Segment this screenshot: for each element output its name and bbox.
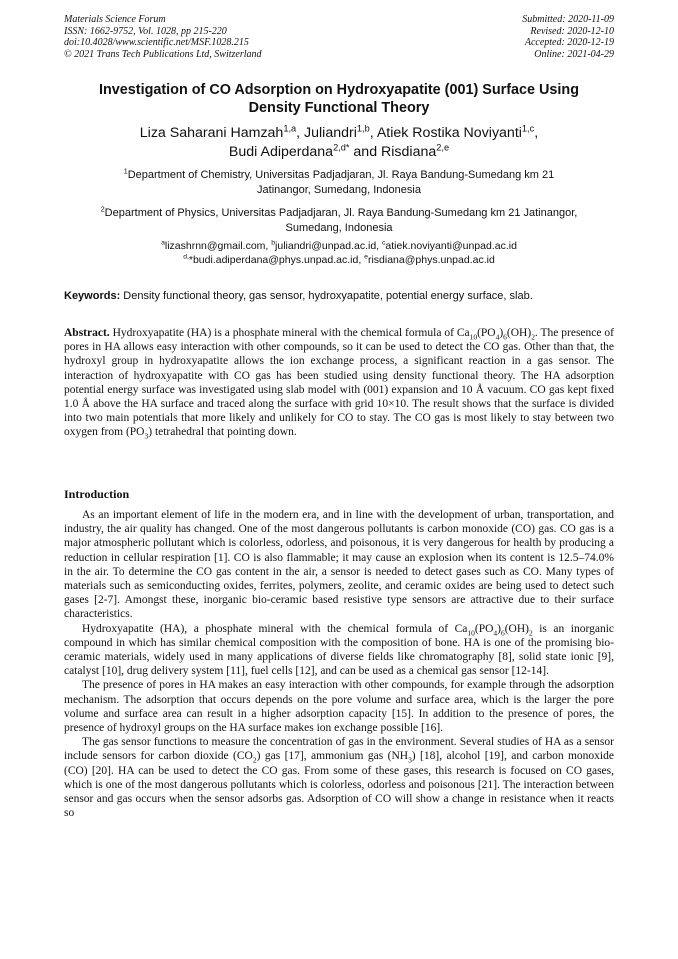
affiliation-1-line-1 bbox=[60, 168, 618, 183]
dates-header bbox=[522, 14, 614, 60]
email-line-2 bbox=[60, 253, 618, 267]
paragraph: The presence of pores in HA makes an easy interaction with other compounds, for example through the adsorption mechanism. The adsorption that occurs depends on the pore volume and surface area, which is the larger the pore volume and surface area can result in a higher adsorption capacity [15]. In addition to the presence of pores, the presence of hydroxyl groups on the HA surface makes ion exchange possible [16]. bbox=[64, 679, 614, 735]
affiliation-2-line-2: Sumedang, Indonesia bbox=[285, 221, 393, 234]
body-text bbox=[64, 508, 614, 820]
email-sup: c bbox=[382, 239, 386, 247]
affiliation-2-line-1 bbox=[60, 206, 618, 221]
author-sep: , bbox=[369, 125, 377, 141]
affiliation-sup: 1 bbox=[123, 167, 128, 176]
keywords bbox=[64, 289, 616, 303]
affiliation-2 bbox=[60, 206, 618, 235]
abstract-text: Hydroxyapatite (HA) is a phosphate mineral with the chemical formula of Ca bbox=[109, 327, 470, 339]
subscript: 4 bbox=[495, 332, 500, 342]
author-name: Atiek Rostika Noviyanti bbox=[376, 125, 522, 141]
email-link[interactable]: *budi.adiperdana@phys.unpad.ac.id, bbox=[188, 254, 365, 266]
author-emails bbox=[60, 239, 618, 267]
email-line-1 bbox=[60, 239, 618, 253]
paragraph: As an important element of life in the modern era, and in line with the development of urban, transportation, and industry, the air quality has changed. One of the most dangerous pollutants is carbon monoxide (CO) gas. CO gas is a major atmospheric pollutant which is colorless, odorless, and poisonous, it is very dangerous for health by producing a reduction in cellular respiration [1]. CO is also flammable; it may cause an explosion when its content is 12.5–74.0% in the air. To determine the CO gas content in the air, a sensor is needed to detect gases such as CO. Many types of materials such as semiconducting oxides, ferrites, polymers, zeolite, and ceramic oxides are being used to detect such gases [2-7]. Amongst these, inorganic bio-ceramic based resistive type sensors are attractive due to their surface characteristics. bbox=[64, 509, 614, 621]
abstract-text: ) bbox=[499, 327, 504, 339]
paragraph-text: (OH) bbox=[504, 622, 529, 635]
author-name: Liza Saharani Hamzah bbox=[139, 125, 284, 141]
affiliation-1 bbox=[60, 168, 618, 197]
paragraph-text: Hydroxyapatite (HA), a phosphate mineral with the chemical formula of Ca bbox=[82, 622, 468, 635]
submitted-date: Submitted: 2020-11-09 bbox=[522, 14, 614, 25]
author-sep: , bbox=[534, 125, 539, 141]
subscript: 2 bbox=[252, 755, 257, 765]
author-sep: , bbox=[296, 125, 305, 141]
author-name: Juliandri bbox=[304, 125, 357, 141]
journal-name: Materials Science Forum bbox=[64, 14, 166, 25]
email-link[interactable]: lizashrnn@gmail.com, bbox=[164, 240, 272, 252]
revised-date: Revised: 2020-12-10 bbox=[530, 25, 614, 37]
paragraph-text: (PO bbox=[474, 622, 494, 635]
email-sup: d, bbox=[183, 253, 189, 261]
subscript: 10 bbox=[467, 627, 475, 637]
title-line-1: Investigation of CO Adsorption on Hydroxyapatite (001) Surface Using bbox=[98, 82, 580, 98]
email-sup: e bbox=[364, 253, 368, 261]
author-name: Budi Adiperdana bbox=[228, 143, 334, 160]
affiliation-1-line-2: Jatinangor, Sumedang, Indonesia bbox=[257, 183, 421, 196]
doi-line: doi:10.4028/www.scientific.net/MSF.1028.215 bbox=[64, 37, 249, 49]
author-affil-sup: 1,c bbox=[521, 123, 535, 134]
author-affil-sup: 2,e bbox=[436, 141, 450, 152]
paragraph-text: ) gas [17], ammonium gas (NH bbox=[256, 750, 409, 763]
affiliation-sup: 2 bbox=[100, 205, 105, 214]
issn-line: ISSN: 1662-9752, Vol. 1028, pp 215-220 bbox=[64, 25, 227, 37]
paragraph-text: is an inorganic compound in which has similar chemical composition with the composition of bone. HA is one of the promising bio-ceramic materials, widely used in many applications of diverse fields like chromatography [8], solid state ionic [9], catalyst [10], drug delivery system [11], fuel cells [12], and can be used as a chemical gas sensor [12-14]. bbox=[64, 622, 614, 678]
abstract bbox=[64, 326, 614, 440]
abstract-text: (PO bbox=[477, 327, 496, 339]
abstract-text: . The presence of pores in HA allows easy interaction with other compounds, so it can be used to detect the CO gas. Other than that, the hydroxyl group in hydroxyapatite allows the ion exchange process, a significant reaction in a gas sensor. The interaction of hydroxyapatite with CO gas has been studied using density functional theory. The HA adsorption potential energy surface was investigated using slab model with (001) expansion and 10 Å vacuum. CO gas kept fixed 1.0 Å above the HA surface and traced along the surface with grid 10×10. The result shows that the surface is divided into two main potentials that more likely and unlikely for CO to stay. The CO gas is most likely to stay between two oxygen from (PO bbox=[64, 327, 614, 439]
subscript: 3 bbox=[408, 755, 412, 765]
email-sup: a bbox=[161, 239, 165, 247]
subscript: 4 bbox=[493, 627, 498, 637]
paper-title bbox=[60, 81, 618, 117]
paragraph bbox=[64, 735, 614, 820]
subscript: 2 bbox=[528, 627, 533, 637]
paragraph bbox=[64, 622, 614, 679]
affiliation-text: Department of Chemistry, Universitas Padjadjaran, Jl. Raya Bandung-Sumedang km 21 bbox=[127, 169, 555, 181]
subscript: 6 bbox=[503, 332, 507, 342]
subscript: 2 bbox=[531, 332, 535, 342]
author-list bbox=[60, 124, 618, 161]
abstract-text: ) tetrahedral that pointing down. bbox=[148, 426, 297, 439]
affiliation-text: Department of Physics, Universitas Padjadjaran, Jl. Raya Bandung-Sumedang km 21 Jatinangor, bbox=[104, 207, 578, 219]
author-line-1 bbox=[60, 124, 618, 143]
paragraph-text: ) [18], alcohol [19], and carbon monoxide (CO) [20]. HA can be used to detect the CO gas. From some of these gases, this research is focused on CO gases, which is one of the most dangerous pollutants which is colorless, odorless and poisonous [21]. The interaction between sensor and gas occurs when the sensor adsorbs gas. Adsorption of CO will show a change in resistance when it reacts so bbox=[64, 750, 614, 820]
subscript: 6 bbox=[500, 627, 505, 637]
author-line-2 bbox=[60, 143, 618, 162]
abstract-label: Abstract. bbox=[64, 327, 110, 339]
author-affil-sup: 1,b bbox=[356, 123, 370, 134]
email-link[interactable]: juliandri@unpad.ac.id, bbox=[275, 240, 383, 252]
paragraph-text: The gas sensor functions to measure the concentration of gas in the environment. Several studies of HA as a sensor include sensors for carbon dioxide (CO bbox=[64, 736, 614, 763]
keywords-label: Keywords: bbox=[64, 290, 121, 302]
subscript: 3 bbox=[144, 431, 149, 441]
keywords-text: Density functional theory, gas sensor, hydroxyapatite, potential energy surface, slab. bbox=[120, 290, 533, 302]
title-line-2: Density Functional Theory bbox=[248, 100, 430, 116]
paragraph-text: ) bbox=[497, 622, 501, 635]
section-heading-introduction: Introduction bbox=[64, 487, 130, 501]
author-and: and bbox=[349, 143, 382, 160]
online-date: Online: 2021-04-29 bbox=[534, 48, 614, 60]
abstract-text: (OH) bbox=[506, 327, 532, 339]
email-link[interactable]: atiek.noviyanti@unpad.ac.id bbox=[385, 240, 517, 252]
email-link[interactable]: risdiana@phys.unpad.ac.id bbox=[367, 254, 495, 266]
author-affil-sup: 2,d* bbox=[333, 141, 350, 152]
author-affil-sup: 1,a bbox=[283, 123, 297, 134]
accepted-date: Accepted: 2020-12-19 bbox=[524, 37, 614, 49]
author-name: Risdiana bbox=[381, 143, 437, 160]
subscript: 10 bbox=[469, 332, 478, 342]
copyright-line: © 2021 Trans Tech Publications Ltd, Switzerland bbox=[64, 48, 262, 60]
email-sup: b bbox=[271, 239, 276, 247]
journal-header bbox=[64, 14, 262, 60]
